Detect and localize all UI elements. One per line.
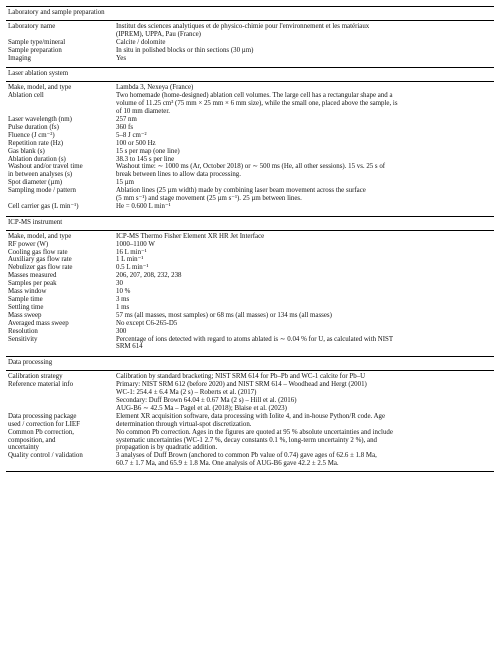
table-row [6, 233, 494, 241]
row-value-line: propagation is by quadratic addition. [116, 444, 218, 452]
row-label [8, 140, 114, 148]
row-value-line: determination through virtual-spot discretization. [116, 420, 252, 428]
table-row [6, 55, 494, 63]
row-value-line: SRM 614 [116, 343, 143, 351]
row-value-line: 300 [116, 327, 127, 335]
row-label-line: Pulse duration (fs) [8, 123, 59, 131]
section-body [6, 230, 494, 355]
row-label-line: Nebulizer gas flow rate [8, 264, 73, 272]
row-label-line: Mass window [8, 288, 47, 296]
table-row [6, 280, 494, 288]
row-value [114, 241, 492, 249]
row-label [8, 92, 114, 116]
row-label [8, 203, 114, 211]
row-value-line: systematic uncertainties (WC-1 2.7 %, decay constants 0.1 %, long-term uncertainty 2 %), and [116, 436, 377, 444]
row-label-line: Calibration strategy [8, 373, 63, 381]
row-label-line: Repetition rate (Hz) [8, 139, 64, 147]
row-value [114, 148, 492, 156]
row-label [8, 320, 114, 328]
row-label-line: Common Pb correction, [8, 428, 75, 436]
row-label-line: Sample type/mineral [8, 38, 66, 46]
row-value-line: volume of 11.25 cm³ (75 mm × 25 mm × 6 mm size), while the small one, placed above the sample, is [116, 100, 398, 108]
table-row [6, 132, 494, 140]
row-value-line: In situ in polished blocks or thin sections (30 µm) [116, 46, 254, 54]
row-label-line: Sample time [8, 296, 43, 303]
row-label-line: composition, and [8, 436, 56, 444]
table-row [6, 256, 494, 264]
section-title: ICP-MS instrument [8, 218, 63, 226]
row-value [114, 233, 492, 241]
row-label [8, 116, 114, 124]
row-label [8, 163, 114, 179]
row-label-line: Resolution [8, 327, 38, 335]
row-label [8, 312, 114, 320]
row-value-line: 1000–1100 W [116, 240, 155, 248]
row-label-line: Make, model, and type [8, 232, 72, 240]
row-label [8, 249, 114, 257]
row-label-line: Cooling gas flow rate [8, 248, 68, 256]
section-title: Laboratory and sample preparation [8, 9, 105, 16]
row-value-line: (IPREM), UPPA, Pau (France) [116, 30, 201, 38]
row-value-line: Percentage of ions detected with regard to atoms ablated is ∼ 0.04 % for U, as calculated with NIST [116, 335, 394, 343]
row-value [114, 163, 492, 179]
row-label-line: used / correction for LIEF [8, 420, 80, 428]
row-label-line: Ablation cell [8, 92, 44, 100]
table-row [6, 264, 494, 272]
row-label-line: Quality control / validation [8, 452, 83, 460]
row-label [8, 336, 114, 352]
table-section [6, 7, 494, 65]
row-label-line: uncertainty [8, 444, 39, 452]
row-value-line: AUG-B6 ∼ 42.5 Ma – Pagel et al. (2018); Blaise et al. (2023) [116, 404, 287, 412]
table-row [6, 92, 494, 116]
row-value [114, 452, 492, 468]
table-row [6, 47, 494, 55]
parameters-table [6, 6, 494, 472]
row-label-line: Make, model, and type [8, 84, 72, 92]
table-row [6, 413, 494, 429]
table-section [6, 67, 494, 213]
row-label [8, 124, 114, 132]
row-value [114, 373, 492, 381]
row-value [114, 272, 492, 280]
row-value [114, 124, 492, 132]
table-row [6, 187, 494, 203]
row-label-line: Averaged mass sweep [8, 319, 69, 327]
row-value-line: Institut des sciences analytiques et de physico-chimie pour l'environnement et les matériaux [116, 22, 370, 30]
section-title: Data processing [8, 359, 53, 367]
row-value-line: Yes [116, 54, 127, 62]
row-value [114, 39, 492, 47]
row-label-line: Cell carrier gas (L min⁻¹) [8, 202, 79, 210]
row-label [8, 256, 114, 264]
table-row [6, 116, 494, 124]
table-row [6, 373, 494, 381]
row-value-line: Washout time: ∼ 1000 ms (Ar, October 2018) or ∼ 500 ms (He, all other sessions). 15 vs. 25 s of [116, 163, 386, 171]
row-label-line: RF power (W) [8, 240, 49, 248]
row-label-line: Imaging [8, 54, 31, 62]
row-value-line: 30 [116, 280, 123, 288]
row-label [8, 413, 114, 429]
row-label [8, 47, 114, 55]
row-label [8, 187, 114, 203]
row-value-line: 3 analyses of Duff Brown (anchored to common Pb value of 0.74) gave ages of 62.6 ± 1.8 Ma, [116, 452, 377, 460]
table-sections [6, 7, 494, 471]
row-label-line: Ablation duration (s) [8, 155, 66, 163]
row-value [114, 288, 492, 296]
row-label-line: Mass sweep [8, 311, 42, 319]
row-value-line: No common Pb correction. Ages in the figures are quoted at 95 % absolute uncertainties and include [116, 428, 393, 436]
row-label-line: in between analyses (s) [8, 171, 73, 179]
row-value [114, 92, 492, 116]
row-value [114, 249, 492, 257]
table-row [6, 452, 494, 468]
table-section [6, 216, 494, 355]
row-label [8, 55, 114, 63]
section-title: Laser ablation system [8, 70, 69, 78]
row-value [114, 84, 492, 92]
row-value [114, 47, 492, 55]
table-row [6, 336, 494, 352]
row-value-line: (5 mm s⁻¹) and stage movement (25 µm s⁻¹). 25 µm between lines. [116, 195, 302, 203]
row-label [8, 264, 114, 272]
section-body [6, 81, 494, 214]
row-label [8, 39, 114, 47]
table-row [6, 179, 494, 187]
table-row [6, 124, 494, 132]
table-row [6, 148, 494, 156]
table-bottom-rule [6, 471, 494, 472]
row-value-line: 3 ms [116, 296, 130, 303]
table-row [6, 429, 494, 453]
row-label-line: Washout and/or travel time [8, 163, 83, 171]
row-label [8, 156, 114, 164]
row-value-line: 15 s per map (one line) [116, 147, 180, 155]
row-value-line: 16 L min⁻¹ [116, 248, 147, 256]
row-label-line: Reference material info [8, 381, 74, 389]
table-row [6, 381, 494, 413]
row-label [8, 241, 114, 249]
table-row [6, 23, 494, 39]
row-label [8, 233, 114, 241]
row-value [114, 280, 492, 288]
row-label-line: Fluence (J cm⁻²) [8, 131, 55, 139]
section-body [6, 370, 494, 471]
row-value-line: Calcite / dolomite [116, 38, 166, 46]
row-value-line: WC-1: 254.4 ± 6.4 Ma (2 s) – Roberts et al. (2017) [116, 389, 257, 397]
row-label [8, 179, 114, 187]
row-value-line: He = 0.600 L min⁻¹ [116, 202, 171, 210]
row-value-line: 1 L min⁻¹ [116, 256, 144, 264]
table-row [6, 84, 494, 92]
table-row [6, 249, 494, 257]
row-value-line: 57 ms (all masses, most samples) or 68 ms (all masses) or 134 ms (all masses) [116, 311, 332, 319]
table-row [6, 39, 494, 47]
row-label-line: Gas blank (s) [8, 147, 45, 155]
row-value [114, 296, 492, 304]
table-row [6, 304, 494, 312]
row-value [114, 381, 492, 413]
table-row [6, 203, 494, 211]
row-value-line: Calibration by standard bracketing; NIST SRM 614 for Pb–Pb and WC-1 calcite for Pb–U [116, 373, 366, 381]
row-label [8, 288, 114, 296]
row-label-line: Spot diameter (µm) [8, 179, 63, 187]
row-label-line: Sensitivity [8, 335, 38, 343]
row-label [8, 452, 114, 468]
row-value [114, 55, 492, 63]
row-label-line: Sample preparation [8, 46, 62, 54]
row-label [8, 328, 114, 336]
row-value-line: 5–8 J cm⁻² [116, 131, 147, 139]
row-label [8, 381, 114, 413]
table-row [6, 163, 494, 179]
row-label [8, 272, 114, 280]
row-value-line: 10 % [116, 288, 131, 296]
table-row [6, 272, 494, 280]
row-label-line: Settling time [8, 303, 44, 311]
row-value [114, 179, 492, 187]
row-value [114, 320, 492, 328]
row-label [8, 296, 114, 304]
table-row [6, 296, 494, 304]
table-row [6, 140, 494, 148]
row-value-line: Primary: NIST SRM 612 (before 2020) and NIST SRM 614 – Woodhead and Hergt (2001) [116, 381, 367, 389]
row-value [114, 336, 492, 352]
table-section [6, 356, 494, 471]
row-value-line: No except C6-265-D5 [116, 319, 178, 327]
row-value [114, 264, 492, 272]
row-value [114, 23, 492, 39]
row-value-line: of 10 mm diameter. [116, 108, 170, 116]
row-value-line: 1 ms [116, 303, 130, 311]
table-row [6, 320, 494, 328]
row-label-line: Data processing package [8, 412, 77, 420]
row-value-line: 0.5 L min⁻¹ [116, 264, 149, 272]
row-value [114, 203, 492, 211]
row-value-line: ICP-MS Thermo Fisher Element XR HR Jet Interface [116, 232, 265, 240]
row-value-line: Secondary: Duff Brown 64.04 ± 0.67 Ma (2 s) – Hill et al. (2016) [116, 396, 297, 404]
row-value [114, 328, 492, 336]
row-value [114, 312, 492, 320]
row-value-line: 15 µm [116, 179, 134, 187]
row-label-line: Laboratory name [8, 22, 56, 30]
row-value-line: 257 nm [116, 115, 137, 123]
row-value [114, 304, 492, 312]
table-row [6, 312, 494, 320]
row-value-line: break between lines to allow data processing. [116, 171, 241, 179]
row-value-line: Two homemade (home-designed) ablation cell volumes. The large cell has a rectangular shape and a [116, 92, 393, 100]
row-label [8, 280, 114, 288]
table-row [6, 156, 494, 164]
row-label [8, 373, 114, 381]
section-body [6, 20, 494, 66]
table-row [6, 241, 494, 249]
row-label-line: Auxiliary gas flow rate [8, 256, 72, 264]
row-value-line: Ablation lines (25 µm width) made by combining laser beam movement across the surface [116, 187, 366, 195]
row-value [114, 140, 492, 148]
row-label [8, 84, 114, 92]
row-label [8, 23, 114, 39]
row-value-line: Element XR acquisition software, data processing with Iolite 4, and in-house Python/R code. Age [116, 412, 386, 420]
row-label-line: Samples per peak [8, 280, 57, 288]
row-value-line: 360 fs [116, 123, 134, 131]
row-label [8, 148, 114, 156]
table-row [6, 288, 494, 296]
row-value-line: 38.3 to 145 s per line [116, 155, 175, 163]
row-value [114, 429, 492, 453]
row-value [114, 116, 492, 124]
row-label [8, 132, 114, 140]
row-value [114, 256, 492, 264]
row-value [114, 413, 492, 429]
row-label-line: Laser wavelength (nm) [8, 115, 72, 123]
row-value-line: 206, 207, 208, 232, 238 [116, 272, 182, 280]
row-value [114, 132, 492, 140]
row-value-line: 60.7 ± 1.7 Ma, and 65.9 ± 1.8 Ma. One analysis of AUG-B6 gave 42.2 ± 2.5 Ma. [116, 460, 339, 468]
row-label [8, 304, 114, 312]
row-value-line: 100 or 500 Hz [116, 139, 156, 147]
row-value [114, 156, 492, 164]
row-value-line: Lambda 3, Nexeya (France) [116, 84, 194, 92]
row-value [114, 187, 492, 203]
row-label [8, 429, 114, 453]
table-row [6, 328, 494, 336]
row-label-line: Sampling mode / pattern [8, 187, 76, 195]
row-label-line: Masses measured [8, 272, 57, 280]
